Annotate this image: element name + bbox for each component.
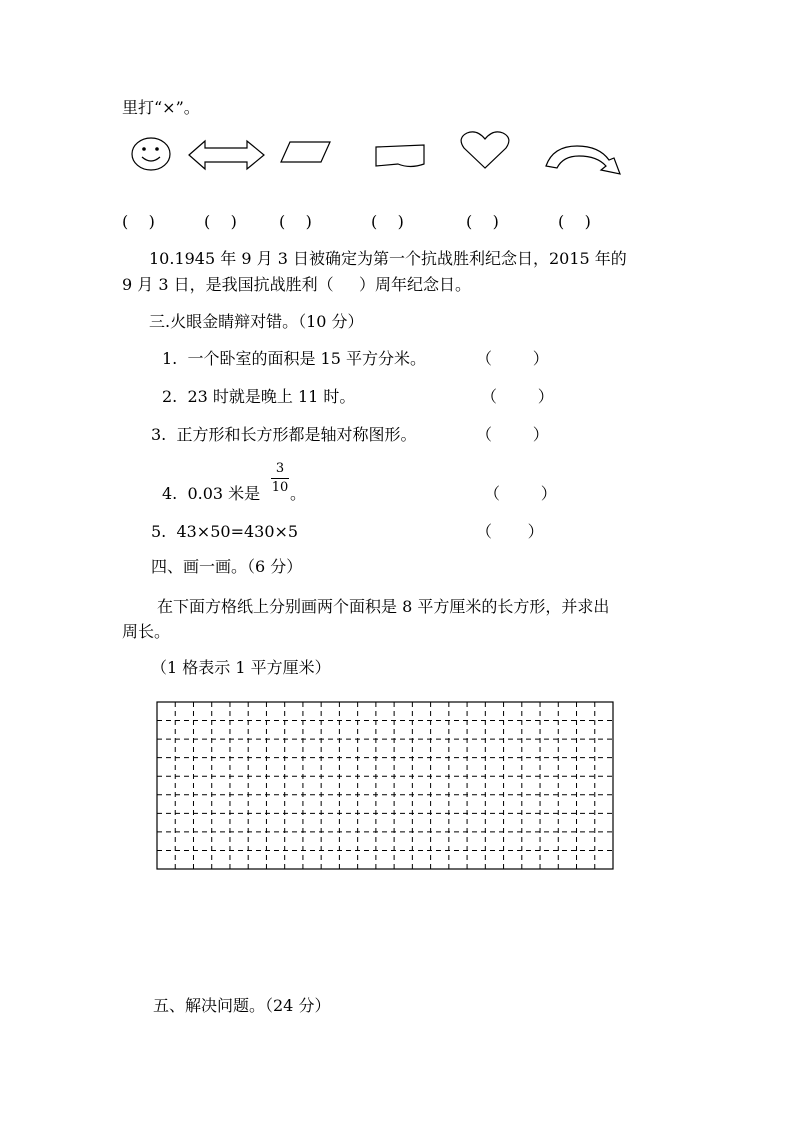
section-3-title: 三.火眼金睛辩对错。（10 分） — [149, 312, 364, 331]
judge-item-5: 5. 43×50=430×5 — [151, 522, 299, 541]
double-arrow-icon — [187, 138, 267, 172]
instruction-text: 里打“×”。 — [122, 98, 200, 117]
grid-paper[interactable] — [156, 701, 614, 870]
heart-icon — [459, 130, 511, 170]
answer-blank-4[interactable]: ( ) — [371, 212, 404, 231]
judge-blank-3[interactable]: （ ） — [476, 425, 549, 444]
judge-blank-5[interactable]: （ ） — [476, 522, 544, 541]
section-4-instruction-line-2: 周长。 — [122, 622, 171, 641]
curved-arrow-icon — [543, 140, 625, 178]
grid-scale-note: （1 格表示 1 平方厘米） — [151, 658, 331, 677]
answer-blank-2[interactable]: ( ) — [204, 212, 237, 231]
answer-blank-1[interactable]: ( ) — [122, 212, 155, 231]
section-4-instruction-line-1: 在下面方格纸上分别画两个面积是 8 平方厘米的长方形，并求出 — [157, 597, 610, 616]
question-10-line-1: 10.1945 年 9 月 3 日被确定为第一个抗战胜利纪念日，2015 年的 — [149, 249, 627, 268]
section-5-title: 五、解决问题。（24 分） — [153, 996, 331, 1015]
judge-blank-4[interactable]: （ ） — [484, 484, 557, 503]
judge-item-4-before: 4. 0.03 米是 — [162, 484, 261, 503]
question-10-line-2: 9 月 3 日，是我国抗战胜利（ ）周年纪念日。 — [122, 275, 472, 294]
judge-item-3: 3. 正方形和长方形都是轴对称图形。 — [151, 425, 417, 444]
answer-blank-6[interactable]: ( ) — [558, 212, 591, 231]
grid-border — [157, 702, 613, 869]
answer-blank-3[interactable]: ( ) — [279, 212, 312, 231]
fraction-denominator: 10 — [271, 480, 289, 495]
fraction-numerator: 3 — [275, 461, 285, 476]
fraction-bar — [271, 478, 289, 479]
judge-item-4-after: 。 — [290, 484, 307, 503]
judge-item-2: 2. 23 时就是晚上 11 时。 — [162, 387, 356, 406]
judge-item-1: 1. 一个卧室的面积是 15 平方分米。 — [162, 349, 426, 368]
smiley-face-icon — [130, 136, 172, 172]
section-4-title: 四、画一画。（6 分） — [151, 557, 303, 576]
answer-blank-5[interactable]: ( ) — [466, 212, 499, 231]
parallelogram-icon — [280, 140, 332, 164]
judge-blank-2[interactable]: （ ） — [481, 387, 554, 406]
judge-blank-1[interactable]: （ ） — [476, 349, 549, 368]
flag-shape-icon — [374, 142, 426, 172]
